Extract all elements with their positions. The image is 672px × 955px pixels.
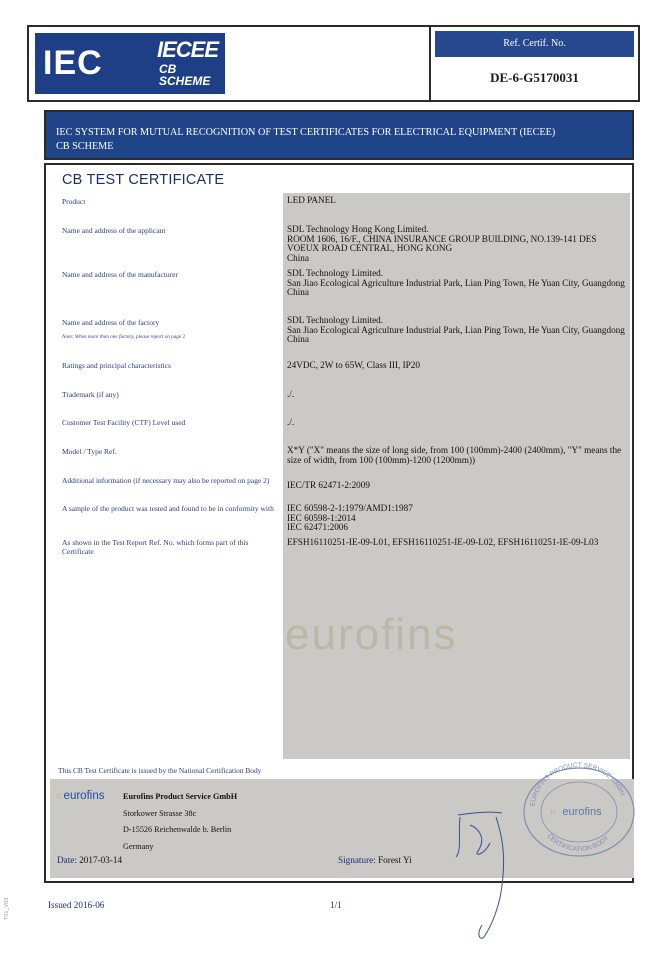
value-manufacturer: SDL Technology Limited. San Jiao Ecological Agriculture Industrial Park, Lian Ping Town, He Yuan City, Guangdong China [287,268,625,298]
issued-date: Issued 2016-06 [48,900,105,910]
banner-line-1: IEC SYSTEM FOR MUTUAL RECOGNITION OF TEST CERTIFICATES FOR ELECTRICAL EQUIPMENT (IECEE) [56,127,556,138]
value-trademark: ./. [287,389,295,399]
label-model: Model / Type Ref. [62,447,117,456]
value-model: X*Y ("X" means the size of long side, from 100 (100mm)-2400 (2400mm), "Y" means the size of width, from 100 (100mm)-1200 (1200mm)) [287,445,622,465]
iecee-logo-text: IECEE [157,37,219,62]
date-value: 2017-03-14 [79,855,123,865]
iecee-banner [44,110,634,160]
ref-certif-number: DE-6-G5170031 [490,70,579,85]
cb-logo-text: CB [159,62,177,76]
value-applicant: SDL Technology Hong Kong Limited. ROOM 1606, 16/F., CHINA INSURANCE GROUP BUILDING, NO.139-141 DES VOEUX ROAD CENTRAL, HONG KONG China [287,224,597,263]
value-factory: SDL Technology Limited. San Jiao Ecological Agriculture Industrial Park, Lian Ping Town, He Yuan City, Guangdong China [287,315,625,345]
label-factory-block [62,318,280,342]
issuer-city: D-15526 Reichenwalde b. Berlin [123,825,232,834]
label-manufacturer: Name and address of the manufacturer [62,270,178,279]
label-conformity: A sample of the product was tested and found to be in conformity with [62,504,274,513]
value-product: LED PANEL [287,195,336,205]
label-factory: Name and address of the factory [62,318,160,327]
certification-body-stamp [520,758,638,858]
label-ctf-level: Customer Test Facility (CTF) Level used [62,418,186,427]
eurofins-dots-icon: ⁙ [55,791,62,801]
value-ctf-level: ./. [287,417,295,427]
value-test-report: EFSH16110251-IE-09-L01, EFSH16110251-IE-09-L02, EFSH16110251-IE-09-L03 [287,537,599,547]
label-product: Product [62,197,86,206]
signature-label: Signature: [338,855,376,865]
form-code: T01_V03 [4,897,10,920]
page-number: 1/1 [330,900,342,910]
signature-line [338,855,412,865]
certificate-title: CB TEST CERTIFICATE [62,172,225,188]
factory-note: Note: When more than one factory, please report on page 2 [62,334,186,340]
issuer-company: Eurofins Product Service GmbH [123,792,238,801]
iecee-cb-scheme-logo [149,33,225,94]
eurofins-watermark: eurofins [285,610,458,659]
value-conformity: IEC 60598-2-1:1979/AMD1:1987 IEC 60598-1:2014 IEC 62471:2006 [287,503,413,533]
label-trademark: Trademark (if any) [62,390,119,399]
label-additional-info: Additional information (if necessary may also be reported on page 2) [62,476,270,485]
stamp-top-text: EUROFINS PRODUCT SERVICE GMBH [529,761,626,807]
issued-by-statement: This CB Test Certificate is issued by the National Certification Body [58,766,262,775]
signature-name: Forest Yi [378,855,412,865]
stamp-eurofins-text: eurofins [562,806,602,818]
issuer-country: Germany [123,841,154,851]
iec-logo: IEC [35,33,149,94]
certificate-header [27,25,640,102]
eurofins-logo-text: eurofins [63,790,105,802]
reference-box [429,27,638,100]
issuer-address [123,789,237,855]
handwritten-signature [440,795,520,945]
svg-text:⁙: ⁙ [550,809,556,817]
date-label: Date: [57,855,77,865]
label-applicant: Name and address of the applicant [62,226,166,235]
scheme-logo-text: SCHEME [159,74,211,88]
issue-date [57,855,122,865]
value-additional-info: IEC/TR 62471-2:2009 [287,480,370,490]
value-ratings: 24VDC, 2W to 65W, Class III, IP20 [287,360,420,370]
label-ratings: Ratings and principal characteristics [62,361,171,370]
ref-certif-label: Ref. Certif. No. [435,31,634,57]
label-test-report: As shown in the Test Report Ref. No. which forms part of this Certificate [62,538,249,556]
stamp-bottom-text: CERTIFICATION BODY [545,832,611,853]
banner-line-2: CB SCHEME [56,141,114,152]
issuer-street: Storkower Strasse 38c [123,808,197,818]
eurofins-logo [55,790,104,802]
